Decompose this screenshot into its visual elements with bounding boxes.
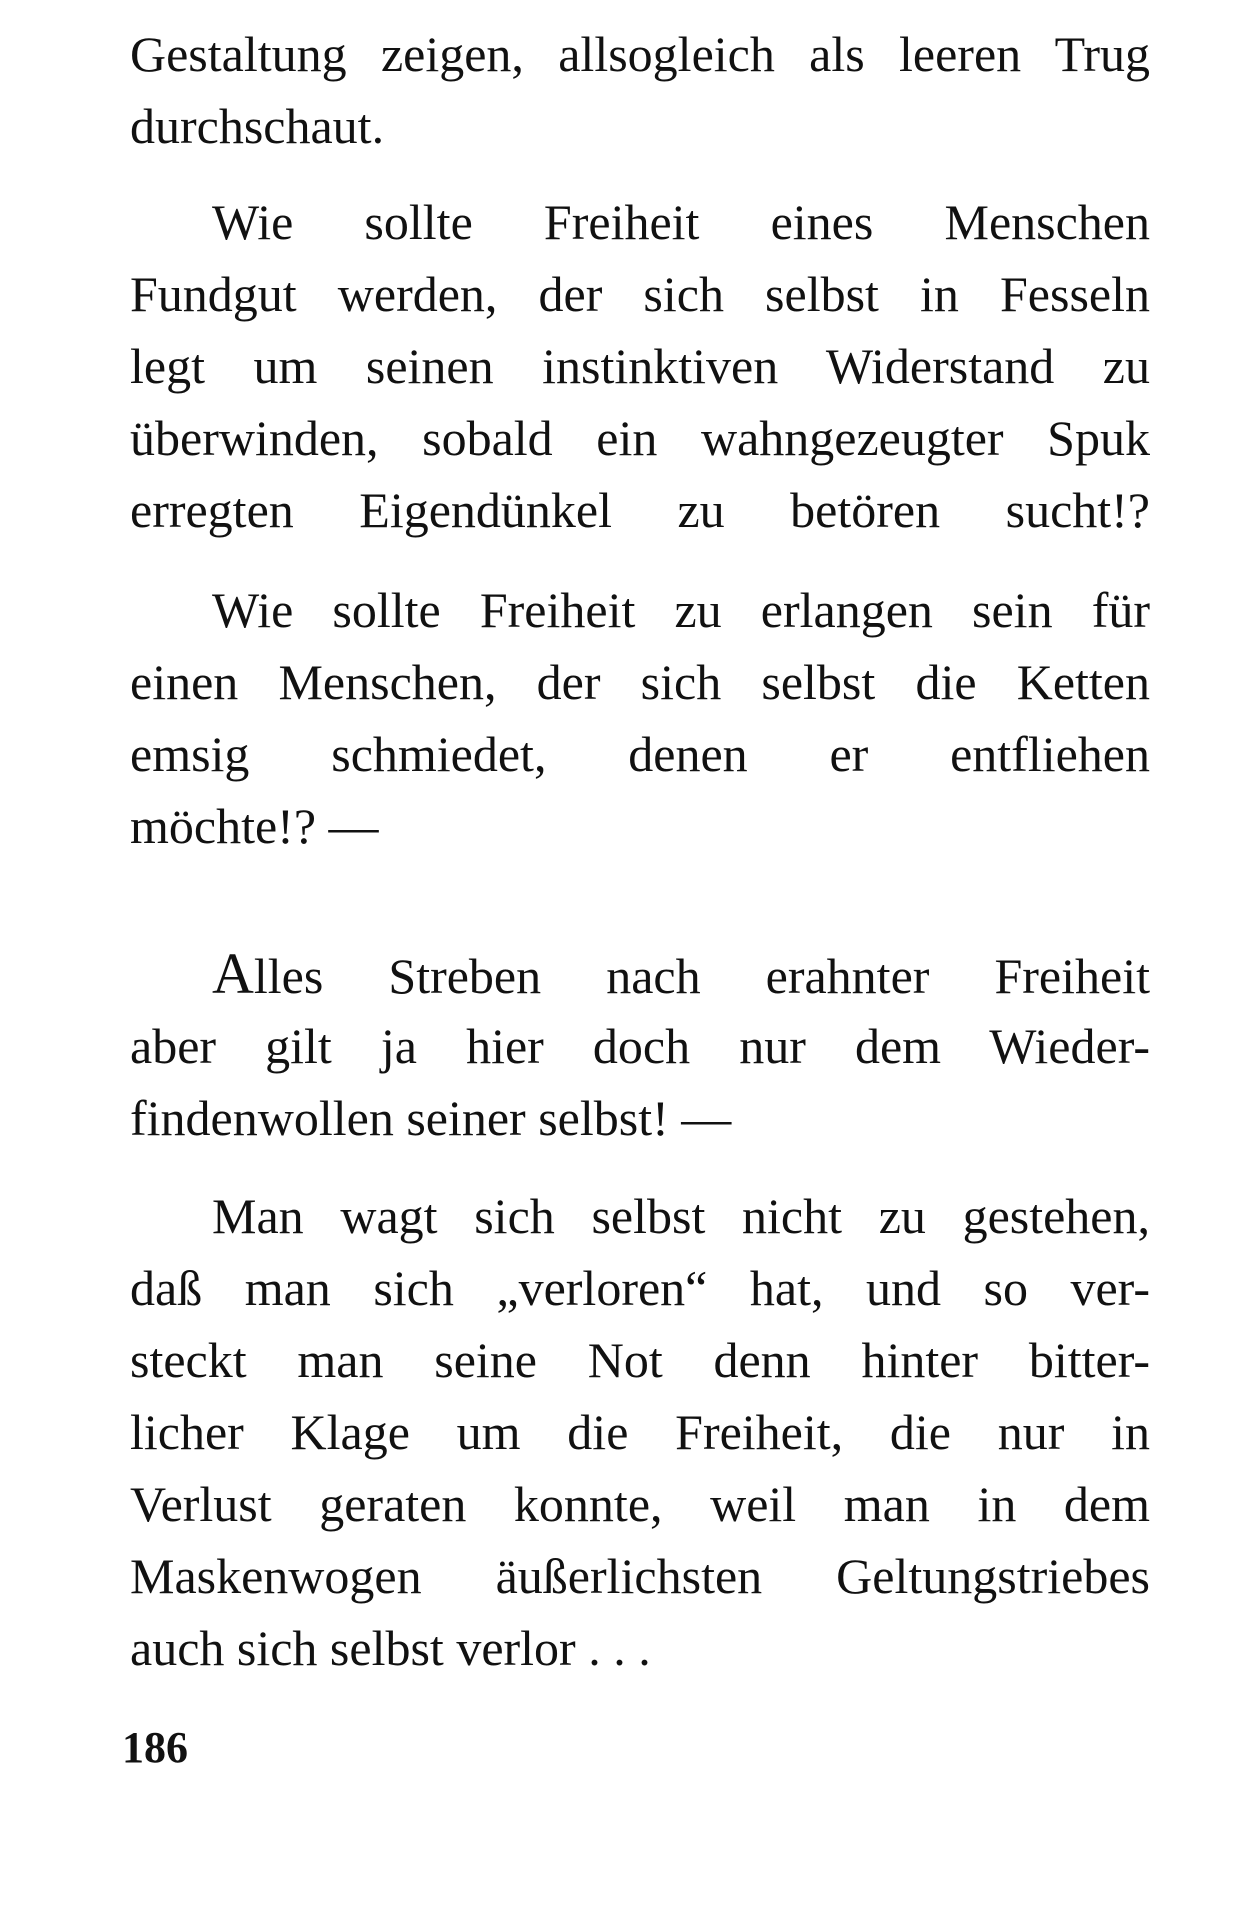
text-line: findenwollen seiner selbst! — (130, 1090, 732, 1146)
text-line: aber gilt ja hier doch nur dem Wieder- (130, 1018, 1150, 1074)
text-line: steckt man seine Not denn hinter bitter- (130, 1332, 1150, 1388)
text-line: Verlust geraten konnte, weil man in dem (130, 1476, 1150, 1532)
text-line: erregten Eigendünkel zu betören sucht!? (130, 482, 1150, 538)
text-line: Wie sollte Freiheit eines Menschen (212, 194, 1150, 250)
text-line: einen Menschen, der sich selbst die Ketten (130, 654, 1150, 710)
section-initial: A (212, 941, 254, 1006)
page-number: 186 (122, 1723, 188, 1772)
text-line: daß man sich „verloren“ hat, und so ver- (130, 1260, 1150, 1316)
text-line: möchte!? — (130, 798, 379, 854)
text-line (212, 938, 1150, 1010)
text-line: Wie sollte Freiheit zu erlangen sein für (212, 582, 1150, 638)
text-line: Man wagt sich selbst nicht zu gestehen, (212, 1188, 1150, 1244)
text-line: Fundgut werden, der sich selbst in Fesseln (130, 266, 1150, 322)
text-line: emsig schmiedet, denen er entfliehen (130, 726, 1150, 782)
text-line: überwinden, sobald ein wahngezeugter Spuk (130, 410, 1150, 466)
text-line: auch sich selbst verlor . . . (130, 1620, 651, 1676)
text-line: Maskenwogen äußerlichsten Geltungstriebes (130, 1548, 1150, 1604)
text-line: Gestaltung zeigen, allsogleich als leeren Trug (130, 26, 1150, 82)
text-line: durchschaut. (130, 98, 385, 154)
text-line: legt um seinen instinktiven Widerstand zu (130, 338, 1150, 394)
text-line: licher Klage um die Freiheit, die nur in (130, 1404, 1150, 1460)
text-line-rest: lles Streben nach erahnter Freiheit (253, 948, 1150, 1004)
